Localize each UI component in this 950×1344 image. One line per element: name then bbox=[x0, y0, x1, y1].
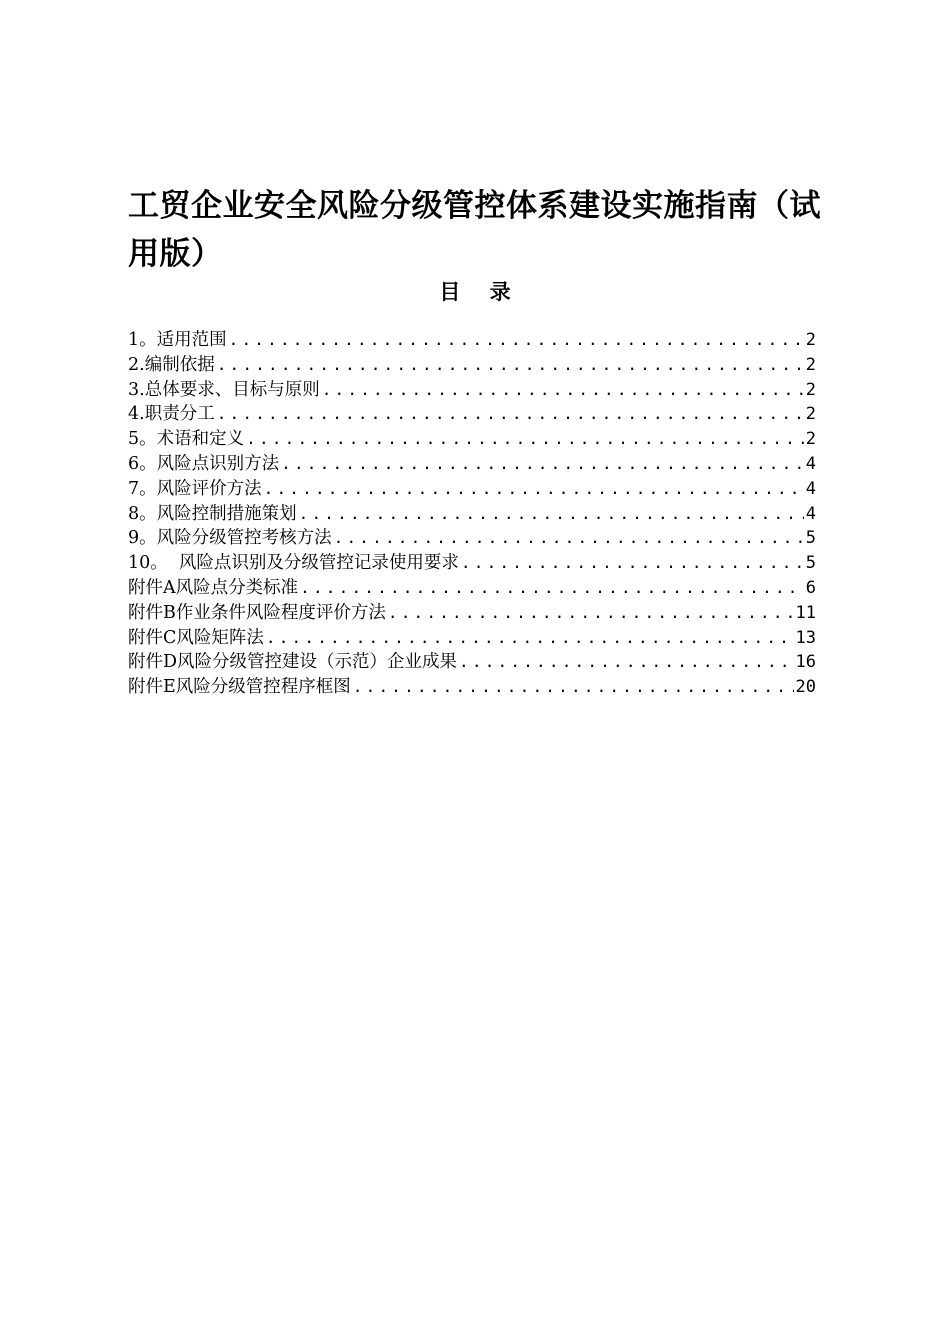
toc-leader-dots bbox=[217, 402, 804, 427]
toc-entry[interactable] bbox=[128, 402, 816, 427]
toc-entry-page-number: 5 bbox=[805, 528, 816, 549]
toc-entry[interactable] bbox=[128, 328, 816, 353]
toc-entry[interactable] bbox=[128, 477, 816, 502]
toc-entry-label: 3.总体要求、目标与原则 bbox=[128, 379, 320, 400]
toc-entry-page-number: 2 bbox=[805, 404, 816, 425]
toc-entry[interactable] bbox=[128, 427, 816, 452]
toc-entry-page-number: 20 bbox=[795, 677, 816, 698]
toc-entry-page-number: 13 bbox=[795, 627, 816, 648]
toc-entry-label: 6。风险点识别方法 bbox=[128, 453, 280, 474]
toc-leader-dots bbox=[229, 328, 804, 353]
toc-entry-label: 附件D风险分级管控建设（示范）企业成果 bbox=[128, 652, 458, 673]
toc-entry-page-number: 4 bbox=[805, 453, 816, 474]
toc-heading: 目 录 bbox=[439, 280, 511, 304]
toc-leader-dots bbox=[246, 427, 804, 452]
toc-entry-label: 8。风险控制措施策划 bbox=[128, 503, 297, 524]
toc-entry[interactable] bbox=[128, 626, 816, 651]
toc-leader-dots bbox=[322, 378, 804, 403]
toc-entry-page-number: 2 bbox=[805, 354, 816, 375]
toc-entry-label: 10。 风险点识别及分级管控记录使用要求 bbox=[128, 553, 459, 574]
toc-entry-label: 4.职责分工 bbox=[128, 404, 215, 425]
toc-entry[interactable] bbox=[128, 650, 816, 675]
table-of-contents bbox=[128, 328, 816, 700]
toc-entry-page-number: 4 bbox=[805, 503, 816, 524]
toc-entry-page-number: 11 bbox=[795, 602, 816, 623]
toc-leader-dots bbox=[217, 353, 804, 378]
toc-entry-page-number: 2 bbox=[805, 330, 816, 350]
toc-entry[interactable] bbox=[128, 576, 816, 601]
toc-entry-label: 2.编制依据 bbox=[128, 354, 215, 375]
toc-entry[interactable] bbox=[128, 452, 816, 477]
toc-leader-dots bbox=[461, 551, 804, 576]
toc-leader-dots bbox=[353, 675, 794, 700]
toc-entry-page-number: 16 bbox=[795, 652, 816, 673]
toc-entry[interactable] bbox=[128, 353, 816, 378]
toc-entry-label: 5。术语和定义 bbox=[128, 429, 245, 450]
toc-leader-dots bbox=[266, 626, 794, 651]
toc-leader-dots bbox=[334, 526, 804, 551]
toc-leader-dots bbox=[264, 477, 804, 502]
toc-entry[interactable] bbox=[128, 526, 816, 551]
toc-entry-page-number: 6 bbox=[805, 577, 816, 598]
toc-entry-page-number: 4 bbox=[805, 478, 816, 499]
toc-entry-label: 1。适用范围 bbox=[128, 330, 227, 350]
toc-entry-page-number: 5 bbox=[805, 553, 816, 574]
toc-entry-page-number: 2 bbox=[805, 429, 816, 450]
toc-entry-label: 附件A风险点分类标准 bbox=[128, 577, 299, 598]
toc-leader-dots bbox=[459, 650, 793, 675]
toc-leader-dots bbox=[300, 576, 804, 601]
toc-entry-label: 附件B作业条件风险程度评价方法 bbox=[128, 602, 386, 623]
toc-entry[interactable] bbox=[128, 551, 816, 576]
toc-entry-label: 附件E风险分级管控程序框图 bbox=[128, 677, 351, 698]
toc-leader-dots bbox=[281, 452, 804, 477]
toc-entry-label: 7。风险评价方法 bbox=[128, 478, 262, 499]
toc-entry-page-number: 2 bbox=[805, 379, 816, 400]
document-title: 工贸企业安全风险分级管控体系建设实施指南（试用版） bbox=[128, 188, 821, 272]
toc-entry-label: 9。风险分级管控考核方法 bbox=[128, 528, 332, 549]
toc-entry-label: 附件C风险矩阵法 bbox=[128, 627, 264, 648]
toc-leader-dots bbox=[388, 601, 794, 626]
toc-leader-dots bbox=[299, 502, 804, 527]
toc-entry[interactable] bbox=[128, 675, 816, 700]
toc-entry[interactable] bbox=[128, 601, 816, 626]
toc-entry[interactable] bbox=[128, 378, 816, 403]
toc-entry[interactable] bbox=[128, 502, 816, 527]
